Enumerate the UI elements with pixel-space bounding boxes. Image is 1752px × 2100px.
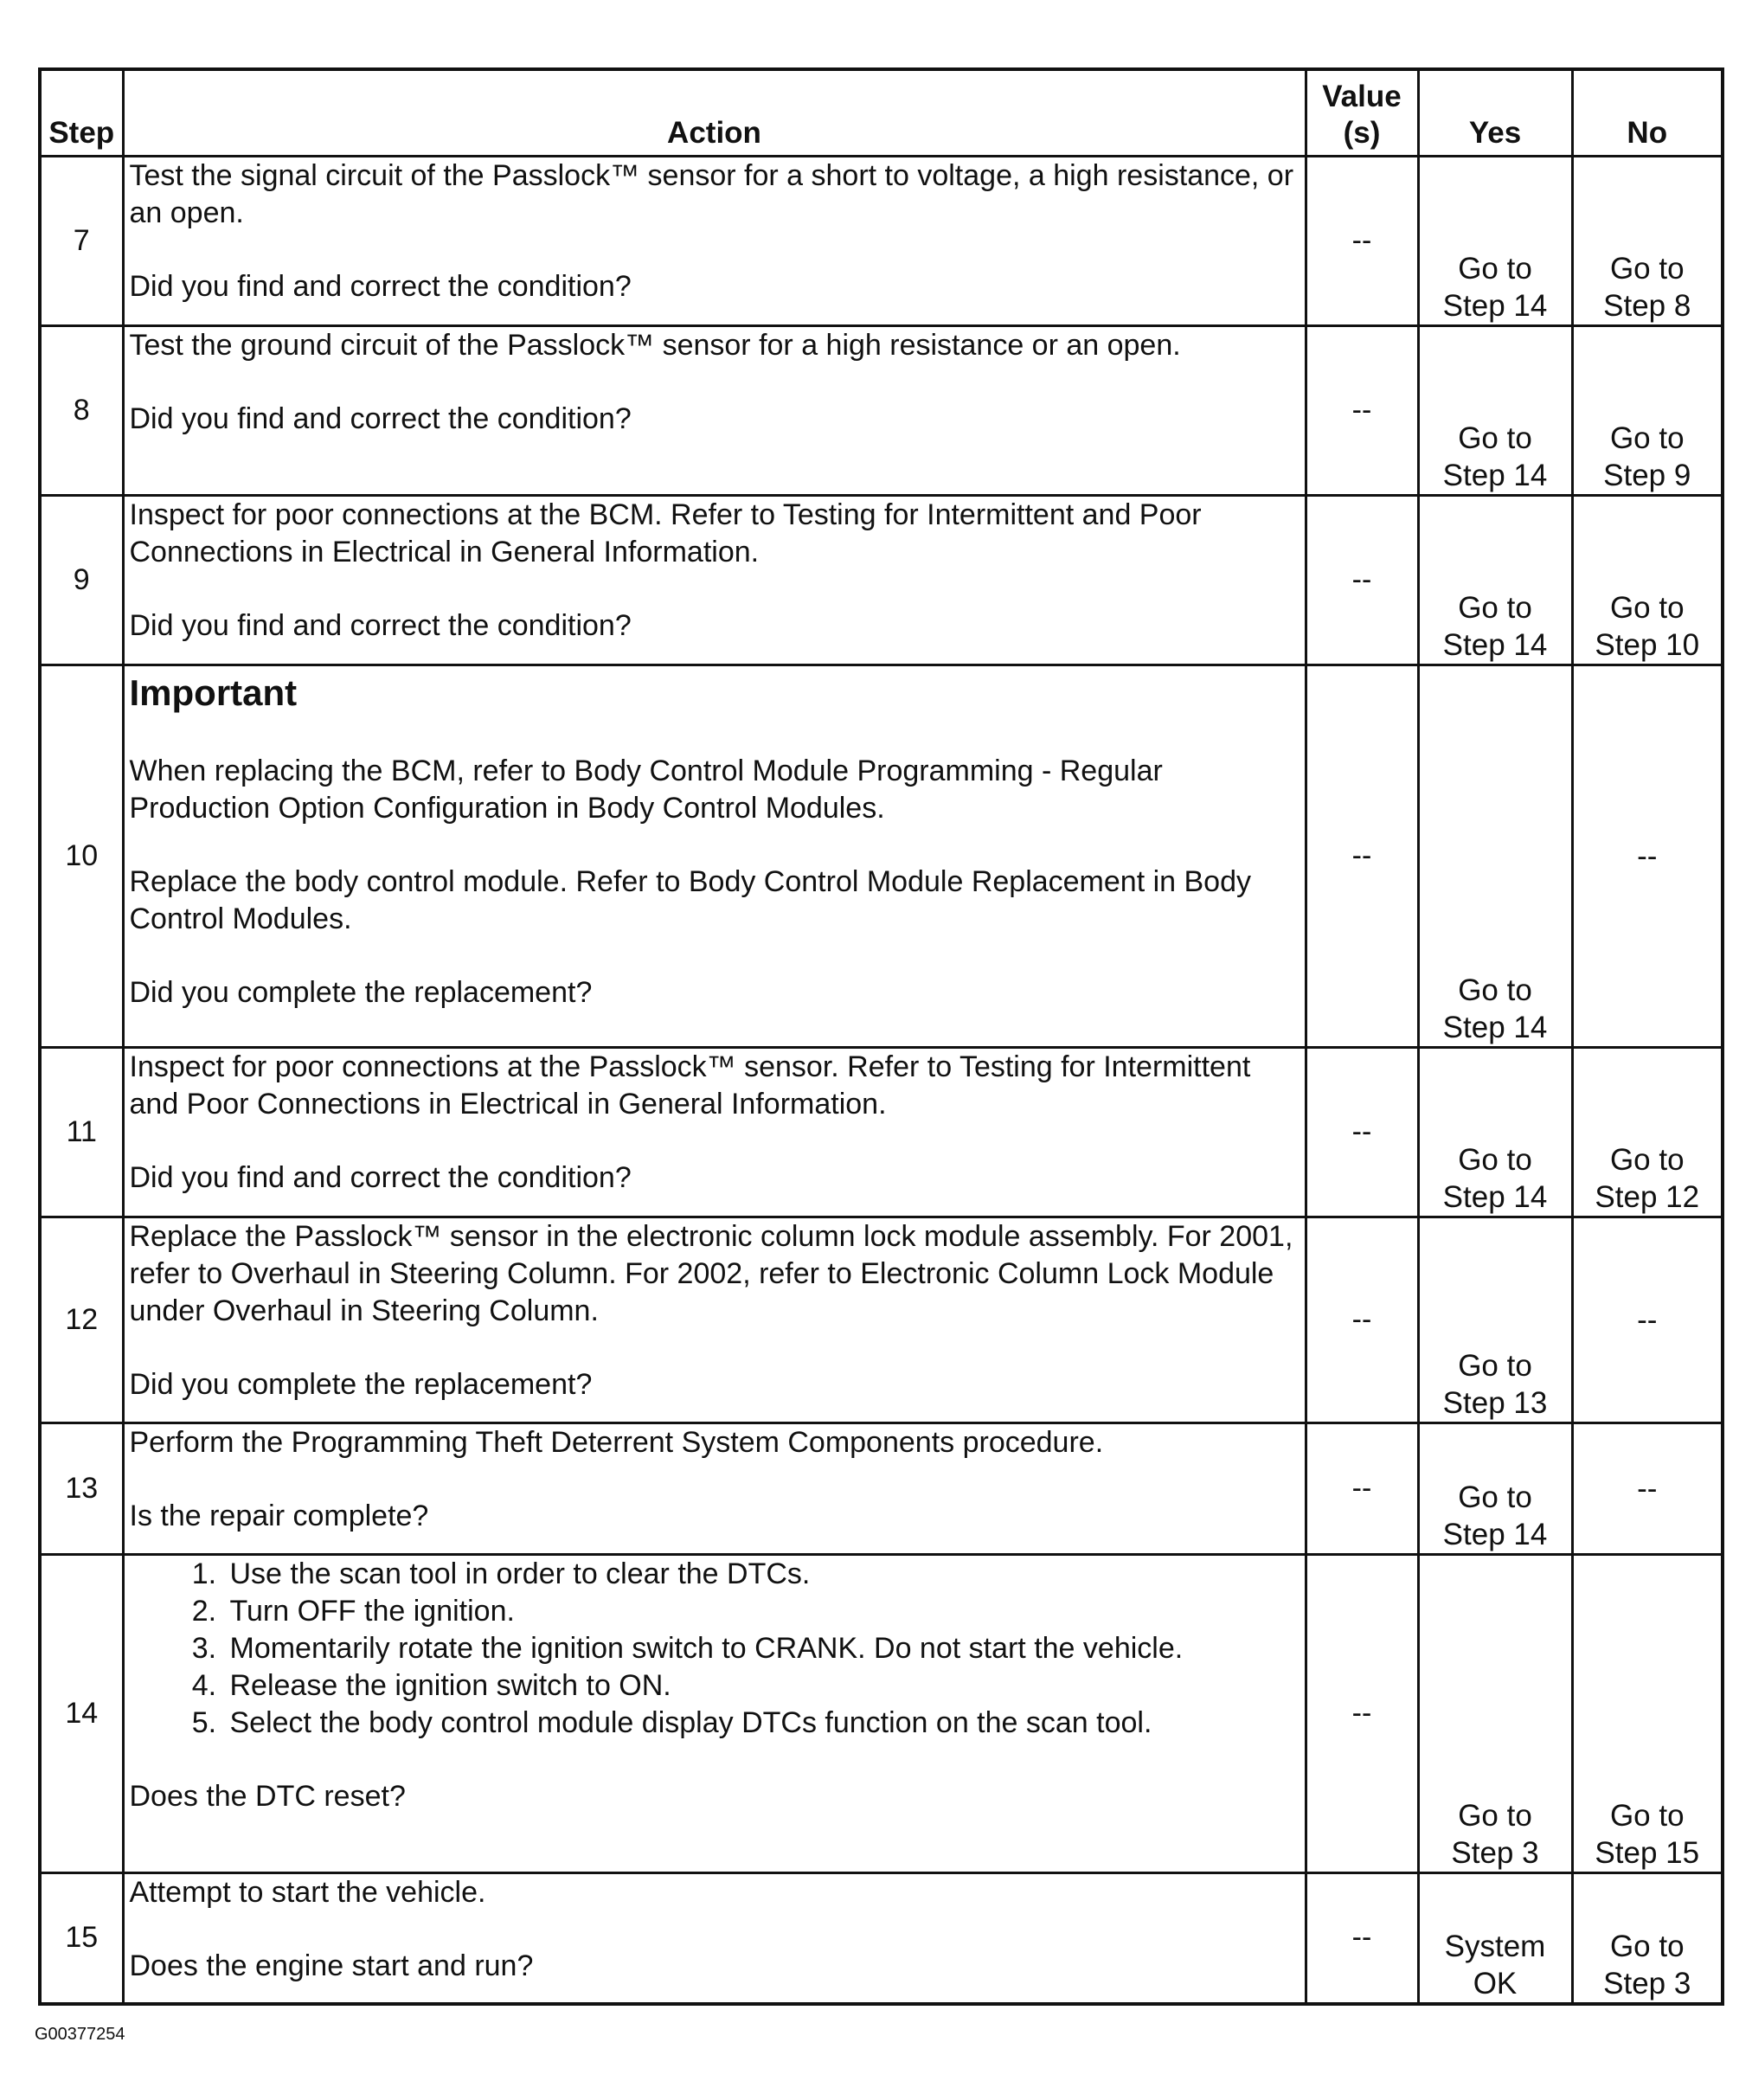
- action-question: Is the repair complete?: [129, 1499, 429, 1532]
- yes-cell: Go to Step 14: [1418, 1422, 1572, 1554]
- yes-cell: Go to Step 14: [1418, 1047, 1572, 1217]
- action-cell: [123, 1872, 1306, 2004]
- value-cell: --: [1306, 1872, 1418, 2004]
- no-cell: Go to Step 10: [1572, 495, 1723, 665]
- value-cell: --: [1306, 1217, 1418, 1422]
- substep-list: [130, 1556, 1300, 1742]
- no-cell: --: [1572, 1422, 1723, 1554]
- step-number: 12: [40, 1217, 123, 1422]
- yes-cell: Go to Step 14: [1418, 156, 1572, 325]
- list-item: 2. Turn OFF the ignition.: [225, 1593, 1300, 1630]
- value-cell: --: [1306, 495, 1418, 665]
- header-step: Step: [40, 69, 123, 156]
- no-cell: Go to Step 12: [1572, 1047, 1723, 1217]
- action-text: Replace the Passlock™ sensor in the electronic column lock module assembly. For 2001, refer to Overhaul in Steering Column. For 2002, refer to Electronic Column Lock Module under Overhaul in Steering Column.: [129, 1219, 1293, 1327]
- yes-cell: Go to Step 14: [1418, 325, 1572, 495]
- step-number: 13: [40, 1422, 123, 1554]
- step-number: 9: [40, 495, 123, 665]
- list-item: 1. Use the scan tool in order to clear the DTCs.: [225, 1556, 1300, 1593]
- action-text: Inspect for poor connections at the BCM. Refer to Testing for Intermittent and Poor Connections in Electrical in General Information.: [129, 498, 1202, 568]
- action-text: Attempt to start the vehicle.: [129, 1875, 486, 1909]
- yes-cell: Go to Step 14: [1418, 665, 1572, 1047]
- action-cell: [123, 1047, 1306, 1217]
- list-item: 3. Momentarily rotate the ignition switch to CRANK. Do not start the vehicle.: [225, 1630, 1300, 1667]
- no-cell: Go to Step 8: [1572, 156, 1723, 325]
- action-cell: [123, 156, 1306, 325]
- step-number: 15: [40, 1872, 123, 2004]
- action-question: Does the DTC reset?: [129, 1779, 406, 1813]
- yes-cell: Go to Step 14: [1418, 495, 1572, 665]
- yes-cell: System OK: [1418, 1872, 1572, 2004]
- action-cell: [123, 665, 1306, 1047]
- value-cell: --: [1306, 156, 1418, 325]
- table-row: [40, 1217, 1723, 1422]
- table-row: [40, 325, 1723, 495]
- important-note: When replacing the BCM, refer to Body Control Module Programming - Regular Production Option Configuration in Body Control Modules.: [129, 754, 1163, 825]
- action-question: Did you find and correct the condition?: [129, 269, 632, 303]
- header-yes: Yes: [1418, 69, 1572, 156]
- diagnostic-table: [38, 67, 1724, 2006]
- table-row: [40, 1422, 1723, 1554]
- action-question: Did you find and correct the condition?: [129, 608, 632, 642]
- value-cell: --: [1306, 1554, 1418, 1872]
- table-row: [40, 156, 1723, 325]
- action-question: Did you find and correct the condition?: [129, 401, 632, 435]
- value-cell: --: [1306, 1047, 1418, 1217]
- step-number: 10: [40, 665, 123, 1047]
- action-cell: [123, 325, 1306, 495]
- step-number: 7: [40, 156, 123, 325]
- no-cell: --: [1572, 1217, 1723, 1422]
- table-row: [40, 665, 1723, 1047]
- step-number: 14: [40, 1554, 123, 1872]
- step-number: 8: [40, 325, 123, 495]
- no-cell: Go to Step 15: [1572, 1554, 1723, 1872]
- list-item: 5. Select the body control module display DTCs function on the scan tool.: [225, 1705, 1300, 1742]
- header-action: Action: [123, 69, 1306, 156]
- no-cell: Go to Step 3: [1572, 1872, 1723, 2004]
- value-cell: --: [1306, 665, 1418, 1047]
- header-no: No: [1572, 69, 1723, 156]
- action-cell: [123, 495, 1306, 665]
- action-text: Perform the Programming Theft Deterrent System Components procedure.: [129, 1425, 1104, 1459]
- action-cell: [123, 1217, 1306, 1422]
- figure-id: G00377254: [35, 2025, 125, 2044]
- action-question: Does the engine start and run?: [129, 1949, 534, 1982]
- action-cell: [123, 1422, 1306, 1554]
- action-text: Test the signal circuit of the Passlock™ sensor for a short to voltage, a high resistance, or an open.: [129, 158, 1294, 229]
- action-text: Test the ground circuit of the Passlock™ sensor for a high resistance or an open.: [129, 328, 1181, 362]
- table-row: [40, 1872, 1723, 2004]
- table-row: [40, 1047, 1723, 1217]
- action-question: Did you complete the replacement?: [129, 975, 593, 1009]
- table-row: [40, 1554, 1723, 1872]
- value-cell: --: [1306, 325, 1418, 495]
- action-question: Did you complete the replacement?: [129, 1367, 593, 1401]
- table-row: [40, 495, 1723, 665]
- important-heading: Important: [129, 671, 298, 713]
- action-text: Inspect for poor connections at the Passlock™ sensor. Refer to Testing for Intermittent and Poor Connections in Electrical in General Information.: [129, 1050, 1251, 1121]
- yes-cell: Go to Step 13: [1418, 1217, 1572, 1422]
- no-cell: --: [1572, 665, 1723, 1047]
- list-item: 4. Release the ignition switch to ON.: [225, 1667, 1300, 1705]
- value-cell: --: [1306, 1422, 1418, 1554]
- action-question: Did you find and correct the condition?: [129, 1160, 632, 1194]
- step-number: 11: [40, 1047, 123, 1217]
- action-text: Replace the body control module. Refer to Body Control Module Replacement in Body Control Modules.: [129, 864, 1251, 935]
- header-value: Value (s): [1306, 69, 1418, 156]
- yes-cell: Go to Step 3: [1418, 1554, 1572, 1872]
- header-row: [40, 69, 1723, 156]
- action-cell: [123, 1554, 1306, 1872]
- no-cell: Go to Step 9: [1572, 325, 1723, 495]
